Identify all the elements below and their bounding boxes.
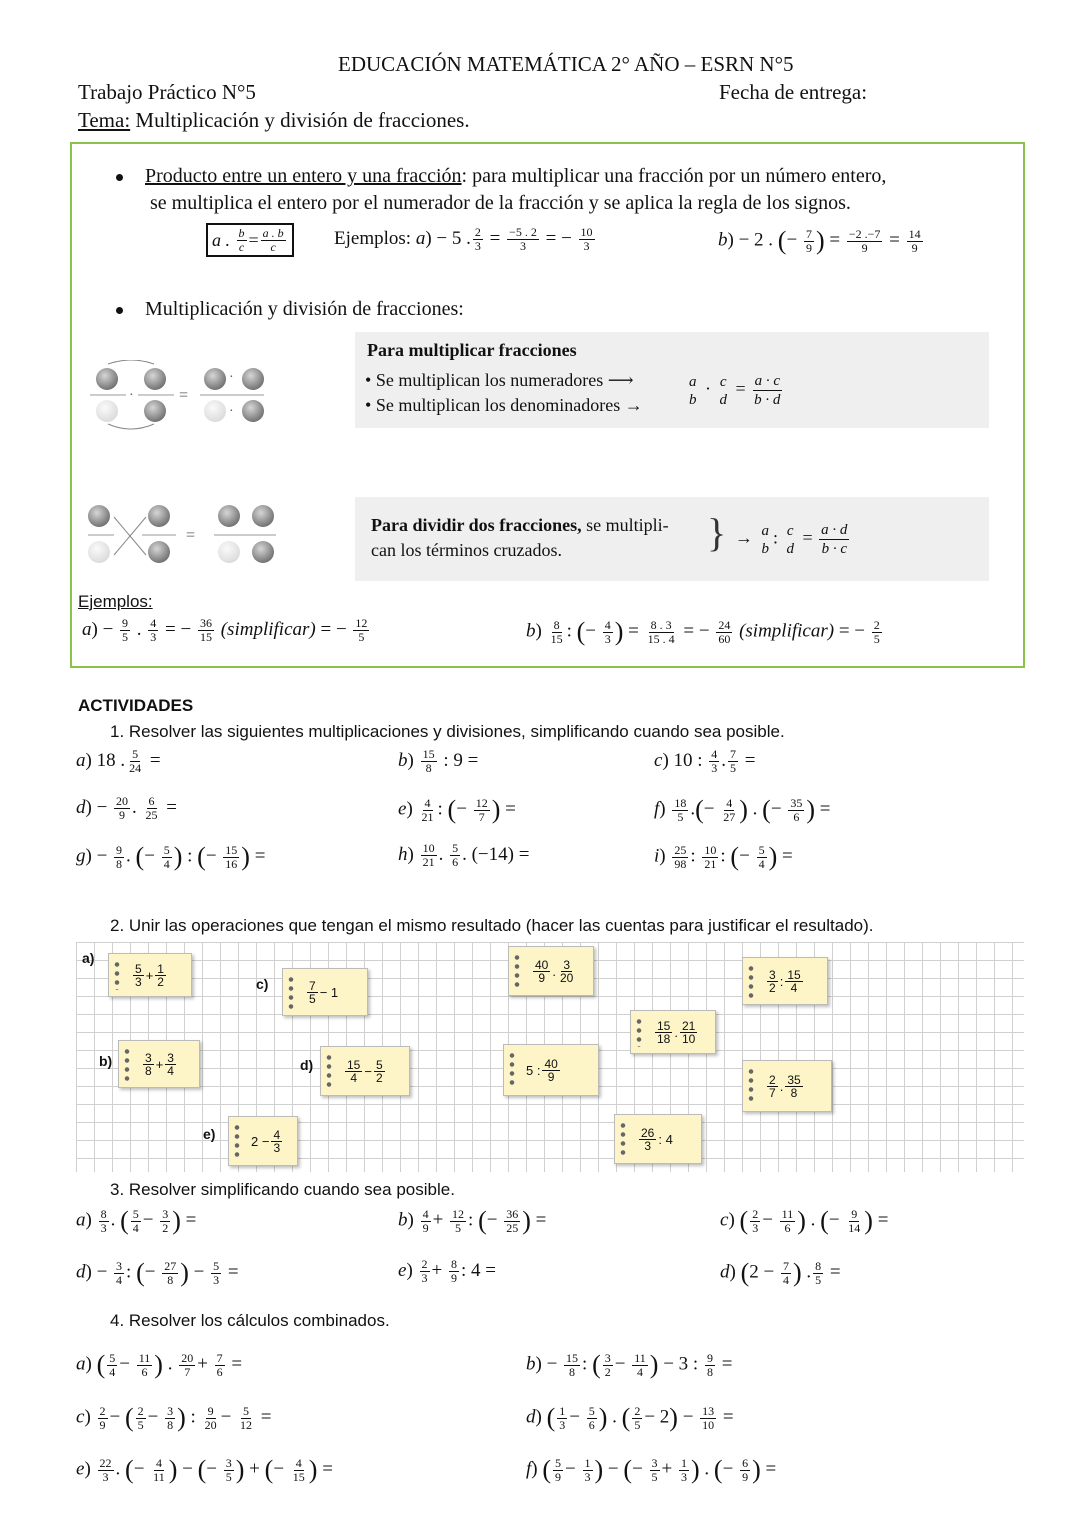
due-date-label: Fecha de entrega: (719, 80, 868, 104)
activity-4-title: 4. Resolver los cálculos combinados. (110, 1311, 390, 1330)
example-b: b) $\frac{8}{15}$ : (− $\frac{4}{3}$ ) = $\frac{8 . 3}{15 . 4}$ = − $\frac{24}{60}$ (simplificar) = − $\frac{2}{5}$ (526, 617, 880, 646)
divide-diagram (84, 505, 284, 565)
topic-line (78, 108, 470, 133)
multiply-line-2-text: Se multiplican los denominadores (375, 395, 621, 415)
multiply-rule-panel (355, 332, 989, 428)
divide-rule-panel (355, 497, 989, 581)
rule-box: a . b c = a . b c (206, 223, 294, 257)
ex4-d: d) ( $\frac{1}{3}$ − $\frac{5}{6}$ ) . ( $\frac{2}{5}$ − 2) − $\frac{13}{10}$ = (526, 1403, 734, 1432)
card-5-div-40-9[interactable]: 5 : 40 9 (503, 1044, 599, 1096)
ex1-d: d) − $\frac{20}{9}$ . $\frac{6}{25}$ = (76, 794, 178, 822)
card-15-18-times-21-10[interactable]: 15 18 . 21 10 (630, 1010, 716, 1054)
work-number: Trabajo Práctico N°5 (78, 80, 256, 104)
ex4-e: e) $\frac{22}{3}$ . (− $\frac{4}{11}$ ) − (− $\frac{3}{5}$ ) + (− $\frac{4}{15}$ ) = (76, 1455, 333, 1484)
bullet1-text2: se multiplica el entero por el numerador de la fracción y se aplica la regla de los signos. (150, 192, 851, 214)
ex4-f: f) ( $\frac{5}{9}$ − $\frac{1}{3}$ ) − (− $\frac{3}{5}$ + $\frac{1}{3}$ ) . (− $\frac{6}{9}$ ) = (526, 1455, 777, 1484)
svg-text:·: · (229, 404, 234, 419)
ex4-a: a) ( $\frac{5}{4}$ − $\frac{11}{6}$ ) . $\frac{20}{7}$ + $\frac{7}{6}$ = (76, 1350, 243, 1379)
ball-icon (148, 505, 170, 527)
ex1-c: c) 10 : $\frac{4}{3}$ . $\frac{7}{5}$ = (654, 747, 756, 775)
svg-text:·: · (129, 388, 134, 403)
ex1-i: i) $\frac{25}{98}$ : $\frac{10}{21}$ : (− $\frac{5}{4}$ ) = (654, 842, 793, 871)
example-integer-a: Ejemplos: a) − 5 . $\frac{2}{3}$ = $\frac{-5 . 2}{3}$ = − $\frac{10}{3}$ (334, 225, 593, 253)
ball-icon (144, 368, 166, 390)
multiply-diagram (86, 360, 276, 430)
card-b[interactable]: 3 8 + 3 4 (118, 1040, 200, 1088)
ball-icon (88, 505, 110, 527)
multiply-line-2: • Se multiplican los denominadores → (365, 395, 643, 415)
simplify-note: (simplificar) (220, 618, 316, 640)
bullet1-title: Producto entre un entero y una fracción (145, 165, 462, 187)
card-40-9-times-3-20[interactable]: 40 9 . 3 20 (508, 946, 594, 996)
svg-text:=: = (186, 527, 196, 544)
ball-icon (218, 541, 240, 563)
card-3-2-div-15-4[interactable]: 3 2 : 15 4 (742, 957, 828, 1005)
activity-2-title: 2. Unir las operaciones que tengan el mismo resultado (hacer las cuentas para justificar el resultado). (110, 916, 874, 935)
ex3-d: d) − $\frac{3}{4}$ : (− $\frac{27}{8}$ ) − $\frac{5}{3}$ = (76, 1258, 239, 1287)
ball-icon (144, 400, 166, 422)
ball-icon (204, 400, 226, 422)
bullet1-text: : para multiplicar una fracción por un número entero, (461, 165, 887, 187)
card-d[interactable]: 15 4 − 5 2 (320, 1046, 410, 1096)
card-a[interactable]: 5 3 + 1 2 (108, 953, 192, 997)
ball-icon (218, 505, 240, 527)
ball-icon (96, 368, 118, 390)
ball-icon (96, 400, 118, 422)
divide-line-2: can los términos cruzados. (371, 540, 562, 560)
card-26-3-div-4[interactable]: 26 3 : 4 (614, 1114, 702, 1164)
topic-text: Multiplicación y división de fracciones. (130, 108, 470, 132)
multiply-line-1: • Se multiplican los numeradores ⟶ (365, 370, 634, 390)
bullet-dot (116, 307, 123, 314)
multiply-line-1-text: Se multiplican los numeradores (375, 370, 604, 390)
multiply-formula: a b · c d = $\frac{a \cdot c}{b \cdot d}$ (689, 373, 781, 408)
activity-3-title: 3. Resolver simplificando cuando sea posible. (110, 1180, 455, 1199)
simplify-note: (simplificar) (739, 620, 835, 642)
ex4-c: c) $\frac{2}{9}$ − ( $\frac{2}{5}$ − $\frac{3}{8}$ ) : $\frac{9}{20}$ − $\frac{5}{12}$ = (76, 1403, 272, 1432)
ball-icon (242, 400, 264, 422)
card-label-c: c) (256, 976, 269, 992)
ex1-g: g) − $\frac{9}{8}$ . (− $\frac{5}{4}$ ) : (− $\frac{15}{16}$ ) = (76, 842, 266, 871)
card-label-d: d) (300, 1057, 314, 1073)
activity-1-title: 1. Resolver las siguientes multiplicaciones y divisiones, simplificando cuando sea posible. (110, 722, 785, 741)
svg-text:·: · (229, 370, 234, 385)
ex3-b: b) $\frac{4}{9}$ + $\frac{12}{5}$ : (− $\frac{36}{25}$ ) = (398, 1206, 547, 1235)
examples-heading: Ejemplos: (78, 592, 153, 611)
card-c[interactable]: 7 5 − 1 (282, 968, 368, 1016)
ball-icon (88, 541, 110, 563)
ball-icon (204, 368, 226, 390)
divide-line-1 (371, 515, 669, 536)
examples-label: Ejemplos: (334, 227, 412, 249)
ball-icon (148, 541, 170, 563)
card-label-e: e) (203, 1126, 216, 1142)
card-2-7-times-35-8[interactable]: 2 7 . 35 8 (742, 1060, 832, 1112)
multiply-title: Para multiplicar fracciones (367, 340, 577, 360)
ex4-b: b) − $\frac{15}{8}$ : ( $\frac{3}{2}$ − $\frac{11}{4}$ ) − 3 : $\frac{9}{8}$ = (526, 1350, 733, 1379)
ex3-d2: d) (2 − $\frac{7}{4}$ ) . $\frac{8}{5}$ = (720, 1258, 841, 1287)
ex1-e: e) $\frac{4}{21}$ : (− $\frac{12}{7}$ ) = (398, 795, 516, 824)
ex1-a: a) 18 . $\frac{5}{24}$ = (76, 747, 161, 775)
card-label-b: b) (99, 1053, 113, 1069)
ball-icon (252, 505, 274, 527)
ex3-c: c) ( $\frac{2}{3}$ − $\frac{11}{6}$ ) . (− $\frac{9}{14}$ ) = (720, 1206, 889, 1235)
bullet-2 (116, 298, 464, 321)
bullet-1 (116, 165, 886, 188)
bullet-dot (116, 174, 123, 181)
card-e[interactable]: 2 − 4 3 (228, 1116, 298, 1166)
ball-icon (242, 368, 264, 390)
topic-label: Tema: (78, 108, 131, 132)
activities-title: ACTIVIDADES (78, 696, 194, 715)
ex3-e: e) $\frac{2}{3}$ + $\frac{8}{9}$ : 4 = (398, 1257, 496, 1285)
ex3-a: a) $\frac{8}{3}$ . ( $\frac{5}{4}$ − $\frac{3}{2}$ ) = (76, 1206, 197, 1235)
ex1-b: b) $\frac{15}{8}$ : 9 = (398, 747, 479, 775)
card-label-a: a) (82, 950, 95, 966)
example-a: a) − $\frac{9}{5}$ . $\frac{4}{3}$ = − $\frac{36}{15}$ (simplificar) = − $\frac{12}{5}$ (82, 616, 368, 644)
divide-brace: } (707, 510, 727, 555)
document-title: EDUCACIÓN MATEMÁTICA 2° AÑO – ESRN N°5 (338, 52, 794, 76)
svg-text:=: = (179, 387, 189, 404)
ex1-f: f) $\frac{18}{5}$ .(− $\frac{4}{27}$ ) . (− $\frac{35}{6}$ ) = (654, 795, 831, 824)
bullet2-text: Multiplicación y división de fracciones: (145, 298, 464, 320)
divide-text: se multipli- (581, 515, 669, 535)
ball-icon (252, 541, 274, 563)
divide-title: Para dividir dos fracciones, (371, 515, 582, 535)
ex1-h: h) $\frac{10}{21}$ . $\frac{5}{6}$ . (−14) = (398, 841, 530, 869)
divide-formula: → a b : c d = $\frac{a \cdot d}{b \cdot c}$ (735, 522, 848, 557)
example-integer-b: b) − 2 . (− $\frac{7}{9}$ ) = $\frac{-2 .-7}{9}$ = $\frac{14}{9}$ (718, 226, 921, 255)
